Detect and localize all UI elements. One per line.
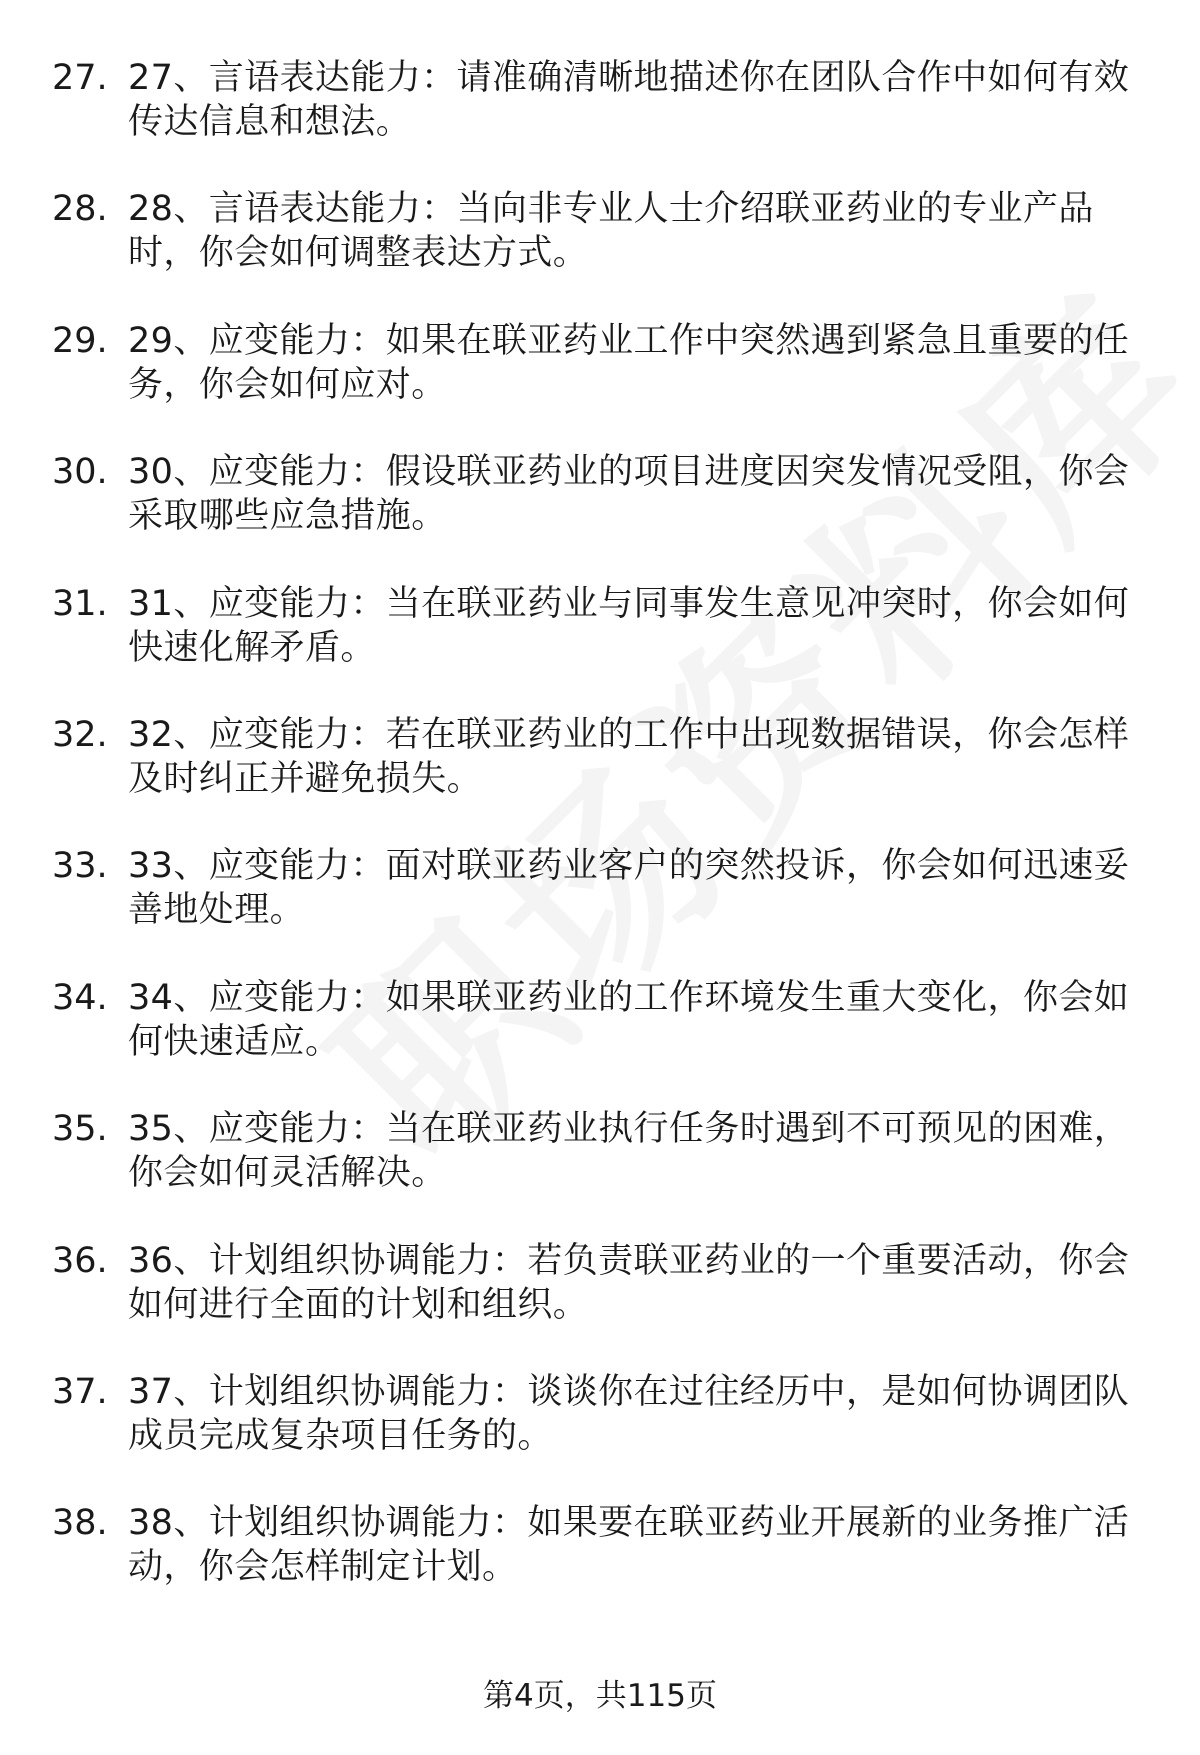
item-text: 35、应变能力：当在联亚药业执行任务时遇到不可预见的困难，你会如何灵活解决。 [128, 1109, 1130, 1194]
list-item [0, 187, 1200, 318]
item-text: 33、应变能力：面对联亚药业客户的突然投诉，你会如何迅速妥善地处理。 [128, 846, 1130, 931]
list-item [0, 319, 1200, 450]
item-number: 34. [52, 977, 108, 1018]
item-number: 38. [52, 1503, 108, 1544]
item-number: 32. [52, 714, 108, 755]
item-number: 33. [52, 846, 108, 887]
item-text: 34、应变能力：如果联亚药业的工作环境发生重大变化，你会如何快速适应。 [128, 977, 1130, 1062]
list-item [0, 844, 1200, 975]
item-text: 28、言语表达能力：当向非专业人士介绍联亚药业的专业产品时，你会如何调整表达方式。 [128, 189, 1094, 274]
item-number: 28. [52, 189, 108, 230]
item-number: 36. [52, 1240, 108, 1281]
item-text: 31、应变能力：当在联亚药业与同事发生意见冲突时，你会如何快速化解矛盾。 [128, 583, 1130, 668]
item-number: 31. [52, 583, 108, 624]
list-item [0, 582, 1200, 713]
list-item [0, 450, 1200, 581]
list-item [0, 976, 1200, 1107]
item-text: 36、计划组织协调能力：若负责联亚药业的一个重要活动，你会如何进行全面的计划和组织。 [128, 1240, 1130, 1325]
item-text: 27、言语表达能力：请准确清晰地描述你在团队合作中如何有效传达信息和想法。 [128, 58, 1130, 142]
item-number: 37. [52, 1371, 108, 1412]
item-number: 27. [52, 58, 108, 98]
list-item [0, 56, 1200, 187]
list-item [0, 1370, 1200, 1501]
list-item [0, 1501, 1200, 1632]
list-item [0, 1239, 1200, 1370]
list-item [0, 1107, 1200, 1238]
item-text: 37、计划组织协调能力：谈谈你在过往经历中，是如何协调团队成员完成复杂项目任务的。 [128, 1371, 1130, 1456]
item-text: 30、应变能力：假设联亚药业的项目进度因突发情况受阻，你会采取哪些应急措施。 [128, 452, 1130, 537]
item-text: 38、计划组织协调能力：如果要在联亚药业开展新的业务推广活动，你会怎样制定计划。 [128, 1503, 1130, 1588]
item-number: 29. [52, 320, 108, 361]
item-number: 30. [52, 452, 108, 493]
item-text: 32、应变能力：若在联亚药业的工作中出现数据错误，你会怎样及时纠正并避免损失。 [128, 714, 1130, 799]
item-text: 29、应变能力：如果在联亚药业工作中突然遇到紧急且重要的任务，你会如何应对。 [128, 320, 1130, 405]
item-number: 35. [52, 1109, 108, 1150]
page-footer: 第4页，共115页 [483, 1678, 717, 1714]
list-item [0, 713, 1200, 844]
question-list [0, 56, 1200, 1633]
